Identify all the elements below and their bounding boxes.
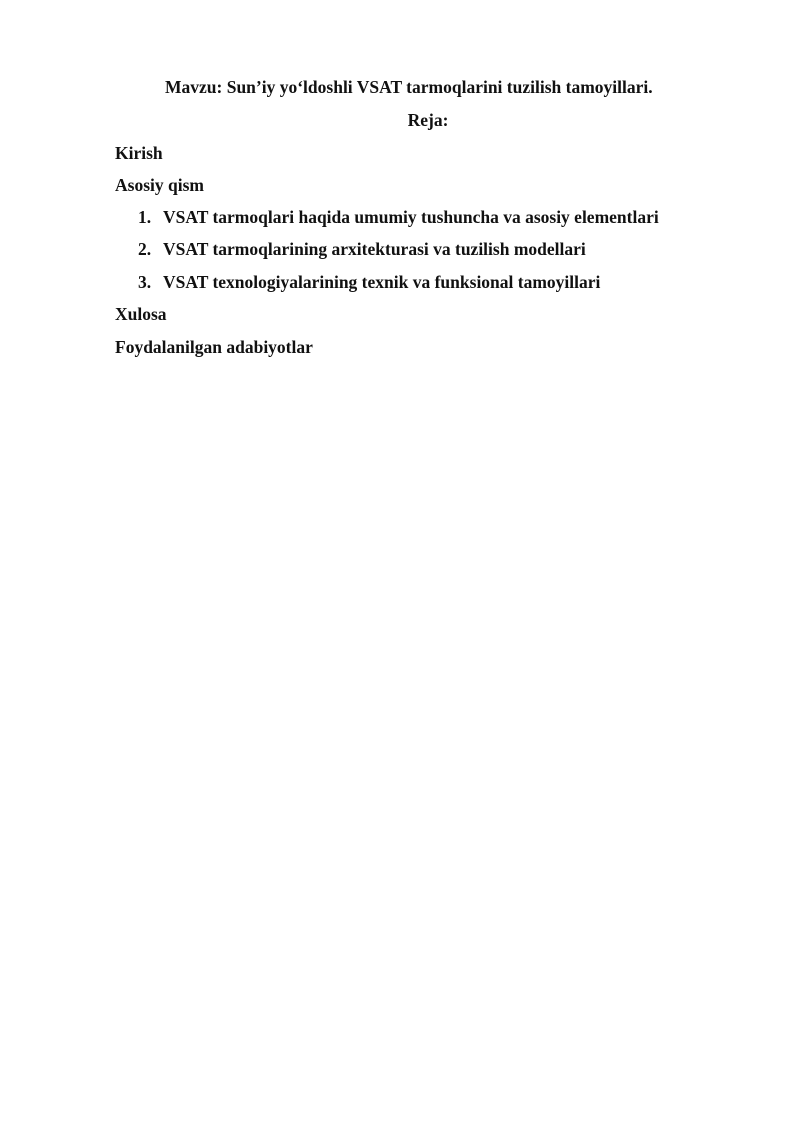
plan-item-main-part: Asosiy qism (115, 175, 204, 195)
list-item-number: 3. (138, 272, 152, 292)
list-item (138, 206, 659, 228)
list-item-text: VSAT tarmoqlari haqida umumiy tushuncha va asosiy elementlari (163, 207, 659, 227)
list-item-number: 2. (138, 239, 152, 259)
list-item-number: 1. (138, 207, 152, 227)
list-item-text: VSAT texnologiyalarining texnik va funksional tamoyillari (163, 272, 601, 292)
list-item (138, 238, 586, 260)
plan-item-introduction: Kirish (115, 143, 163, 163)
plan-heading: Reja: (407, 110, 449, 130)
document-title: Mavzu: Sun’iy yo‘ldoshli VSAT tarmoqlarini tuzilish tamoyillari. (165, 77, 653, 97)
plan-item-references: Foydalanilgan adabiyotlar (115, 337, 313, 357)
list-item (138, 271, 600, 293)
plan-item-conclusion: Xulosa (115, 304, 167, 324)
list-item-text: VSAT tarmoqlarining arxitekturasi va tuzilish modellari (163, 239, 586, 259)
